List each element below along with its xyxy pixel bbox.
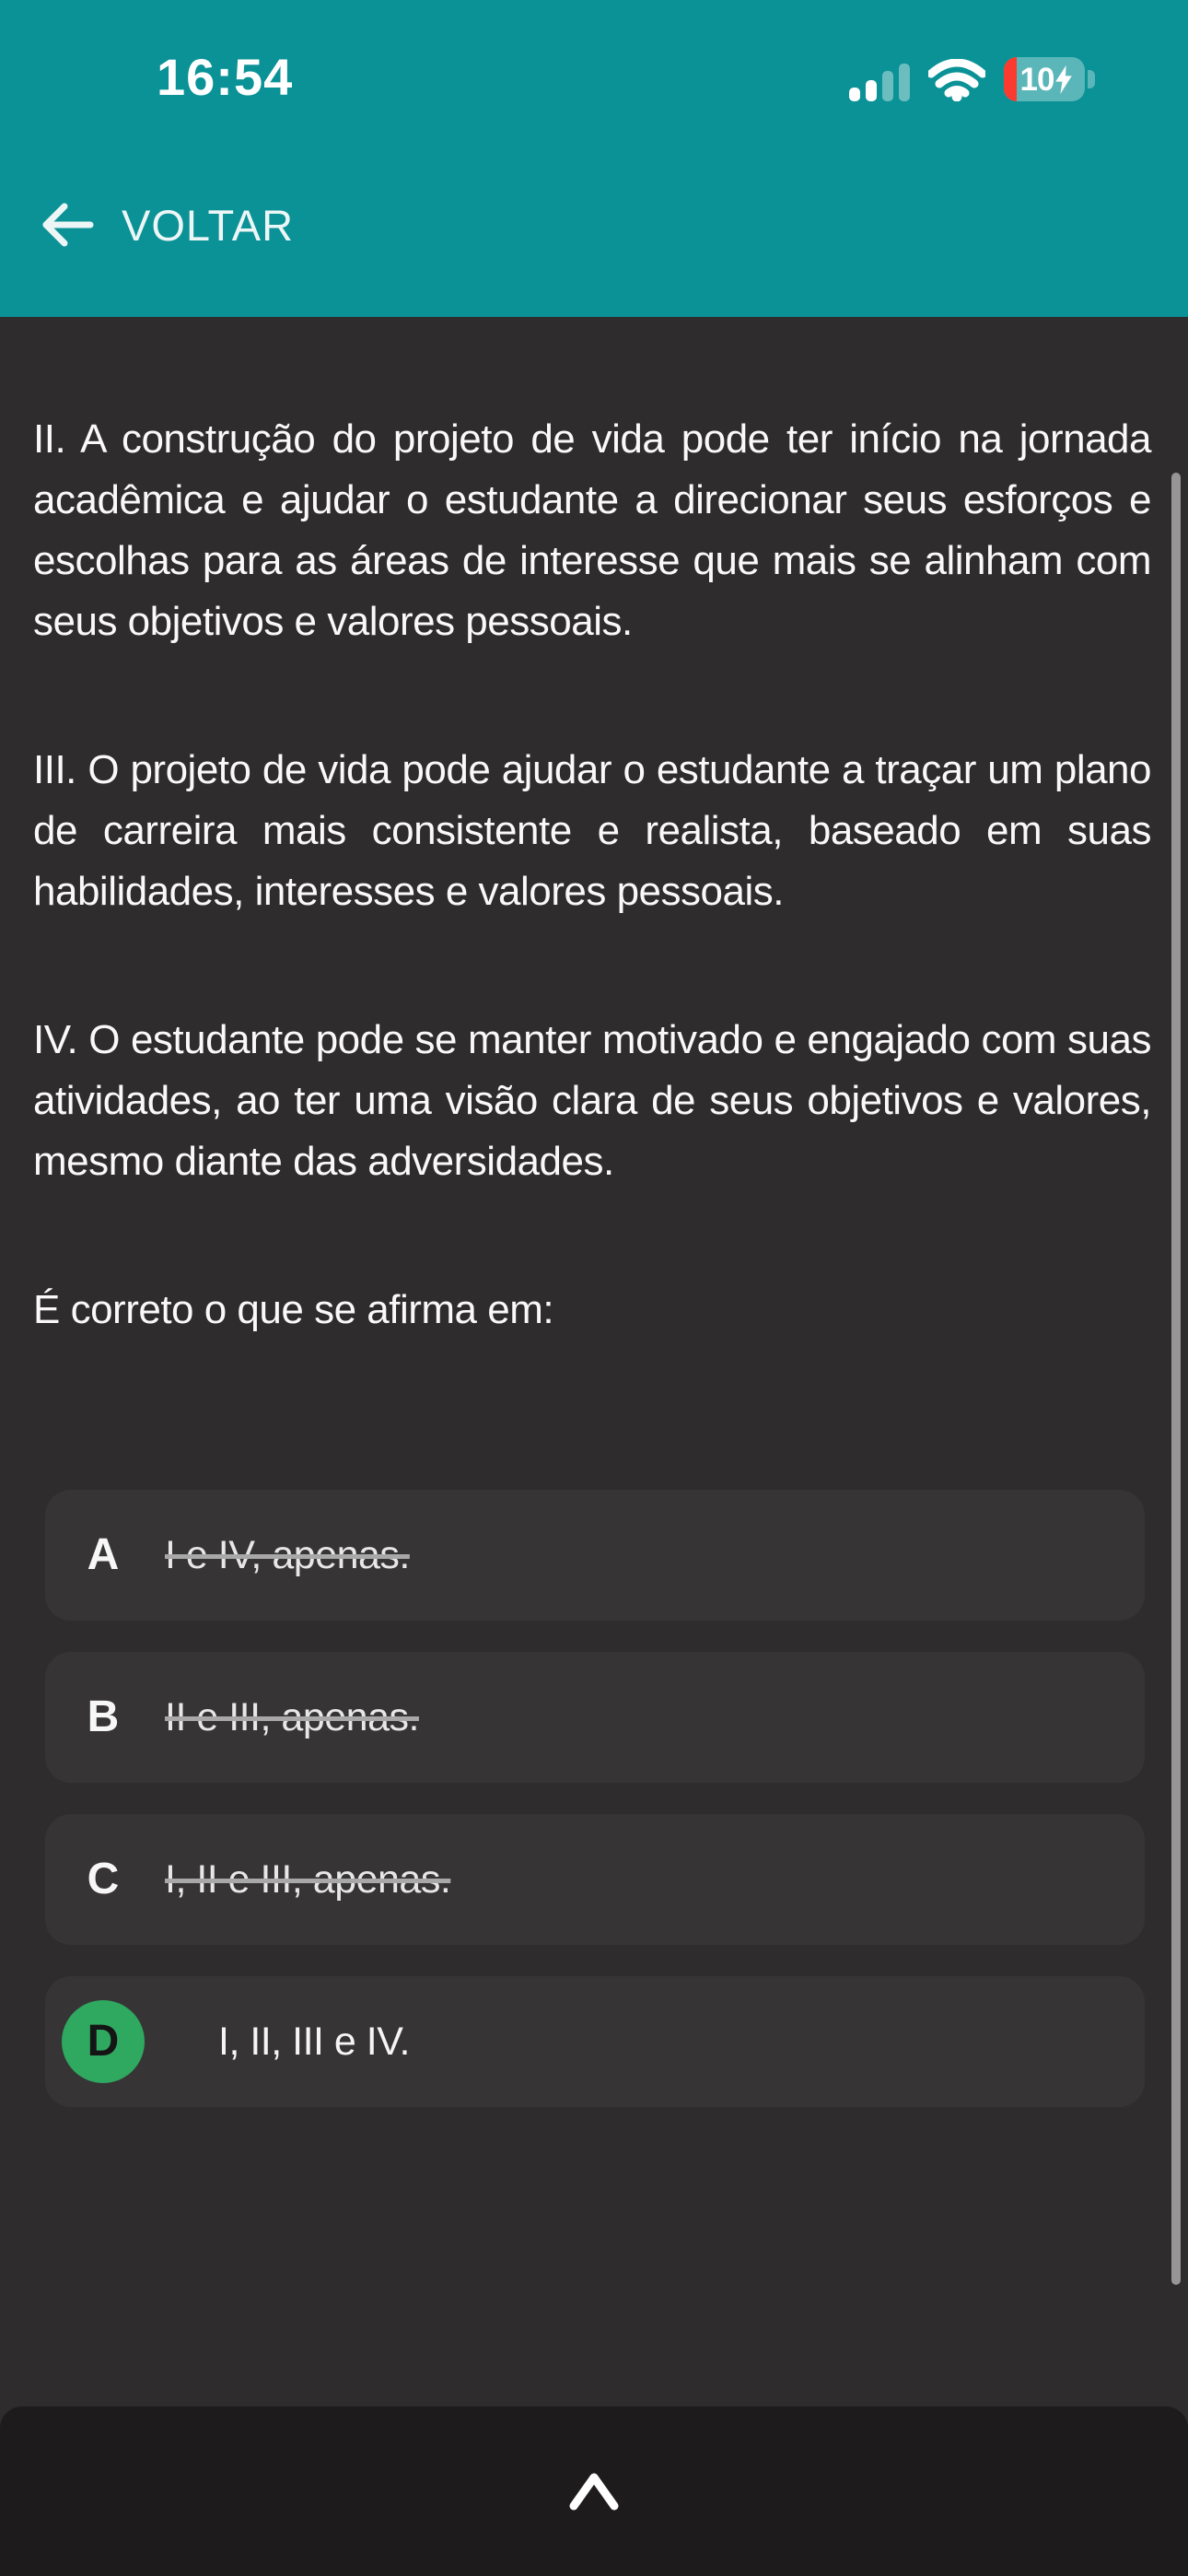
option-d[interactable] <box>45 1976 1145 2107</box>
back-button-label: VOLTAR <box>122 200 295 250</box>
cellular-signal-icon <box>849 63 910 101</box>
option-b[interactable] <box>45 1652 1145 1783</box>
option-a-letter: A <box>87 1530 120 1579</box>
option-a-text: I e IV, apenas. <box>165 1532 410 1577</box>
app-header <box>0 0 1188 317</box>
chevron-up-icon <box>566 2471 622 2512</box>
battery-level-red <box>1004 57 1017 101</box>
options-list <box>33 1490 1151 2107</box>
option-c[interactable] <box>45 1814 1145 1945</box>
option-c-letter: C <box>87 1855 120 1903</box>
back-button[interactable] <box>37 201 294 249</box>
option-a[interactable] <box>45 1490 1145 1621</box>
question-content <box>0 317 1188 2107</box>
statement-ii: II. A construção do projeto de vida pode ter início na jornada acadêmica e ajudar o estudante a direcionar seus esforços e escolhas para as áreas de interesse que mais se alinham com seus objetivos e valores pessoais. <box>33 416 1151 644</box>
option-b-text: II e III, apenas. <box>165 1694 419 1739</box>
statement-iv: IV. O estudante pode se manter motivado e engajado com suas atividades, ao ter uma visão clara de seus objetivos e valores, mesmo diante das adversidades. <box>33 1017 1151 1184</box>
question-prompt: É correto o que se afirma em: <box>33 1287 554 1332</box>
option-b-letter: B <box>87 1692 120 1741</box>
collapse-button[interactable] <box>539 2462 649 2521</box>
option-d-letter: D <box>62 2000 145 2083</box>
status-time: 16:54 <box>157 48 294 106</box>
back-arrow-icon <box>37 201 96 249</box>
charging-bolt-icon <box>1055 65 1072 94</box>
battery-cap <box>1088 70 1095 88</box>
bottom-bar <box>0 2406 1188 2576</box>
wifi-icon <box>928 59 985 101</box>
option-d-text: I, II, III e IV. <box>218 2019 410 2064</box>
statement-iii: III. O projeto de vida pode ajudar o estudante a traçar um plano de carreira mais consistente e realista, baseado em suas habilidades, interesses e valores pessoais. <box>33 747 1151 914</box>
option-c-text: I, II e III, apenas. <box>165 1856 451 1902</box>
scrollbar-thumb[interactable] <box>1171 473 1181 2285</box>
battery-percent: 10 <box>1019 61 1054 98</box>
status-icons <box>849 55 1085 101</box>
battery-indicator <box>1004 57 1085 101</box>
